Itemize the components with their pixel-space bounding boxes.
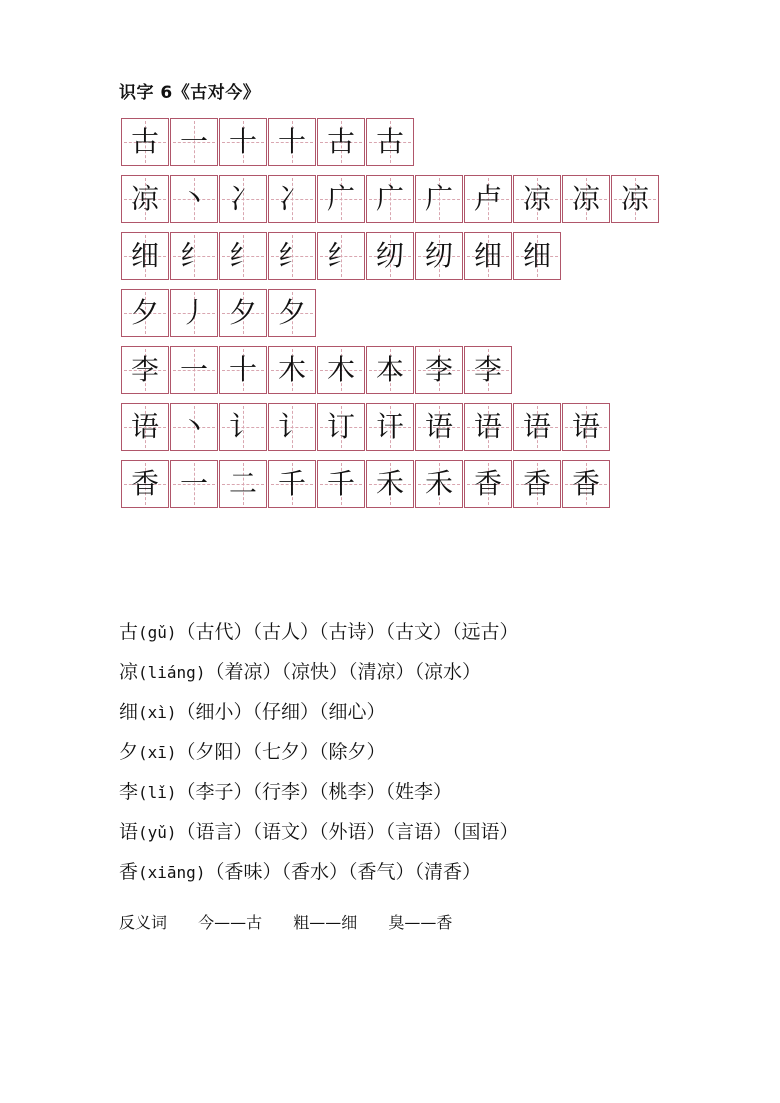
stroke-step-cell	[611, 175, 659, 223]
stroke-order-grid	[121, 118, 660, 517]
word-examples: （香味）（香水）（香气）（清香）	[205, 861, 481, 883]
stroke-step-cell	[170, 346, 218, 394]
cell-glyph: 香	[522, 467, 551, 500]
stroke-step-cell	[464, 175, 512, 223]
stroke-step-cell	[219, 403, 267, 451]
antonym-pair: 今——古	[198, 913, 263, 932]
stroke-step-cell	[170, 289, 218, 337]
word-line	[119, 852, 519, 892]
stroke-step-cell	[415, 403, 463, 451]
cell-glyph: 香	[130, 467, 159, 500]
stroke-row	[121, 346, 660, 394]
cell-glyph: 夕	[277, 296, 306, 329]
cell-glyph: 禾	[424, 467, 453, 500]
cell-glyph: 千	[277, 467, 306, 500]
stroke-step-cell	[268, 118, 316, 166]
cell-glyph: 语	[571, 410, 600, 443]
cell-glyph: 凉	[571, 182, 600, 215]
stroke-step-cell	[317, 232, 365, 280]
stroke-step-cell	[366, 403, 414, 451]
cell-glyph: 木	[277, 353, 306, 386]
cell-glyph: 卢	[473, 182, 502, 215]
character-cell	[121, 460, 169, 508]
stroke-row	[121, 403, 660, 451]
character-cell	[121, 346, 169, 394]
stroke-step-cell	[513, 403, 561, 451]
cell-glyph: 凉	[620, 182, 649, 215]
cell-glyph: 语	[473, 410, 502, 443]
cell-glyph: 语	[424, 410, 453, 443]
pinyin: (yǔ)	[138, 823, 177, 842]
cell-glyph: 十	[228, 125, 257, 158]
pinyin: (liáng)	[138, 663, 206, 682]
cell-glyph: 李	[130, 353, 159, 386]
stroke-step-cell	[366, 175, 414, 223]
word-line	[119, 692, 519, 732]
stroke-step-cell	[219, 289, 267, 337]
cell-glyph: 纫	[375, 239, 404, 272]
stroke-step-cell	[366, 118, 414, 166]
stroke-step-cell	[219, 175, 267, 223]
stroke-step-cell	[268, 403, 316, 451]
stroke-step-cell	[464, 346, 512, 394]
word-char: 古	[119, 621, 139, 643]
cell-glyph: 冫	[228, 182, 257, 215]
stroke-step-cell	[268, 175, 316, 223]
stroke-step-cell	[317, 175, 365, 223]
cell-glyph: 李	[473, 353, 502, 386]
pinyin: (xì)	[138, 703, 177, 722]
stroke-step-cell	[268, 289, 316, 337]
stroke-step-cell	[415, 175, 463, 223]
cell-glyph: 十	[277, 125, 306, 158]
cell-glyph: 纟	[179, 239, 208, 272]
character-cell	[121, 232, 169, 280]
cell-glyph: 细	[130, 239, 159, 272]
stroke-step-cell	[415, 346, 463, 394]
cell-glyph: 禾	[375, 467, 404, 500]
stroke-step-cell	[366, 232, 414, 280]
cell-glyph: 夕	[130, 296, 159, 329]
word-char: 夕	[119, 741, 139, 763]
stroke-row	[121, 118, 660, 166]
cell-glyph: 语	[130, 410, 159, 443]
stroke-step-cell	[317, 346, 365, 394]
cell-glyph: 香	[473, 467, 502, 500]
cell-glyph: 李	[424, 353, 453, 386]
cell-glyph: 纫	[424, 239, 453, 272]
stroke-step-cell	[464, 403, 512, 451]
word-examples: （李子）（行李）（桃李）（姓李）	[176, 781, 453, 803]
stroke-step-cell	[415, 460, 463, 508]
cell-glyph: 纟	[228, 239, 257, 272]
word-char: 李	[119, 781, 139, 803]
antonym-pair: 粗——细	[293, 913, 358, 932]
stroke-step-cell	[219, 460, 267, 508]
stroke-step-cell	[366, 346, 414, 394]
cell-glyph: 木	[326, 353, 355, 386]
word-examples: （语言）（语文）（外语）（言语）（国语）	[176, 821, 519, 843]
cell-glyph: 夕	[228, 296, 257, 329]
stroke-step-cell	[170, 460, 218, 508]
stroke-step-cell	[219, 346, 267, 394]
pinyin: (xī)	[138, 743, 177, 762]
stroke-step-cell	[562, 175, 610, 223]
character-cell	[121, 403, 169, 451]
stroke-step-cell	[170, 403, 218, 451]
cell-glyph: 香	[571, 467, 600, 500]
word-line	[119, 812, 519, 852]
word-line	[119, 772, 519, 812]
cell-glyph: 讠	[228, 410, 257, 443]
stroke-step-cell	[415, 232, 463, 280]
word-line	[119, 732, 519, 772]
cell-glyph: 一	[179, 467, 208, 500]
cell-glyph: 古	[375, 125, 404, 158]
cell-glyph: 古	[326, 125, 355, 158]
stroke-step-cell	[317, 403, 365, 451]
stroke-step-cell	[513, 175, 561, 223]
stroke-step-cell	[317, 460, 365, 508]
page-title: 识字 6《古对今》	[119, 83, 261, 103]
pinyin: (xiāng)	[138, 863, 206, 882]
antonyms-label: 反义词	[119, 913, 168, 932]
cell-glyph: 凉	[130, 182, 159, 215]
cell-glyph: 订	[326, 410, 355, 443]
cell-glyph: 丶	[179, 182, 208, 215]
stroke-step-cell	[464, 232, 512, 280]
stroke-step-cell	[268, 346, 316, 394]
stroke-step-cell	[219, 118, 267, 166]
stroke-row	[121, 289, 660, 337]
character-cell	[121, 118, 169, 166]
stroke-step-cell	[513, 232, 561, 280]
antonyms-line	[119, 910, 478, 933]
word-examples: （着凉）（凉快）（清凉）（凉水）	[205, 661, 481, 683]
cell-glyph: 丿	[179, 296, 208, 329]
antonym-pair: 臭——香	[388, 913, 453, 932]
cell-glyph: 二	[228, 467, 257, 500]
character-cell	[121, 289, 169, 337]
cell-glyph: 古	[130, 125, 159, 158]
stroke-step-cell	[170, 175, 218, 223]
stroke-step-cell	[562, 460, 610, 508]
stroke-step-cell	[170, 118, 218, 166]
cell-glyph: 讦	[375, 410, 404, 443]
stroke-row	[121, 175, 660, 223]
cell-glyph: 丶	[179, 410, 208, 443]
cell-glyph: 纟	[326, 239, 355, 272]
word-line	[119, 652, 519, 692]
cell-glyph: 本	[375, 353, 404, 386]
stroke-step-cell	[170, 232, 218, 280]
stroke-step-cell	[268, 232, 316, 280]
stroke-step-cell	[268, 460, 316, 508]
word-char: 香	[119, 861, 139, 883]
stroke-step-cell	[317, 118, 365, 166]
character-cell	[121, 175, 169, 223]
cell-glyph: 纟	[277, 239, 306, 272]
cell-glyph: 讠	[277, 410, 306, 443]
cell-glyph: 广	[424, 182, 453, 215]
word-examples: （细小）（仔细）（细心）	[176, 701, 386, 723]
cell-glyph: 一	[179, 353, 208, 386]
stroke-step-cell	[366, 460, 414, 508]
word-examples: （古代）（古人）（古诗）（古文）（远古）	[176, 621, 519, 643]
cell-glyph: 语	[522, 410, 551, 443]
word-list	[119, 612, 519, 892]
word-char: 语	[119, 821, 139, 843]
cell-glyph: 广	[375, 182, 404, 215]
word-char: 凉	[119, 661, 139, 683]
cell-glyph: 细	[522, 239, 551, 272]
stroke-step-cell	[219, 232, 267, 280]
cell-glyph: 冫	[277, 182, 306, 215]
stroke-step-cell	[464, 460, 512, 508]
word-examples: （夕阳）（七夕）（除夕）	[176, 741, 386, 763]
pinyin: (lǐ)	[138, 783, 177, 802]
cell-glyph: 十	[228, 353, 257, 386]
word-line	[119, 612, 519, 652]
word-char: 细	[119, 701, 139, 723]
cell-glyph: 一	[179, 125, 208, 158]
stroke-step-cell	[513, 460, 561, 508]
cell-glyph: 广	[326, 182, 355, 215]
stroke-row	[121, 460, 660, 508]
cell-glyph: 凉	[522, 182, 551, 215]
stroke-row	[121, 232, 660, 280]
stroke-step-cell	[562, 403, 610, 451]
pinyin: (gǔ)	[138, 623, 177, 642]
cell-glyph: 千	[326, 467, 355, 500]
cell-glyph: 细	[473, 239, 502, 272]
